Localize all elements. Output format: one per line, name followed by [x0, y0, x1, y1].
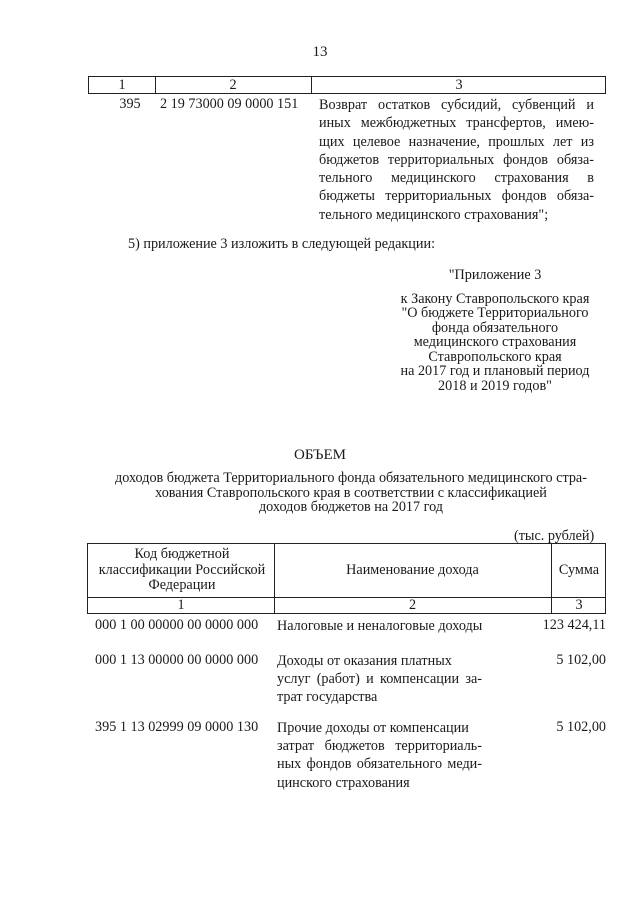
- row-amount: 5 102,00: [556, 652, 606, 668]
- text-line: тельного медицинского страхования в: [319, 170, 594, 187]
- header-amount: Сумма: [558, 561, 600, 578]
- appendix-title: "Приложение 3: [448, 267, 542, 283]
- text-line: на 2017 год и плановый период: [400, 363, 590, 379]
- row-code: 000 1 00 00000 00 0000 000: [95, 617, 259, 633]
- income-table-header: [87, 543, 606, 614]
- text-line: 2018 и 2019 годов": [438, 377, 552, 394]
- units-label: (тыс. рублей): [514, 528, 595, 544]
- row-amount: 123 424,11: [542, 617, 606, 633]
- col-number-2: 2: [408, 597, 417, 613]
- text-line: иных межбюджетных трансфертов, имею-: [319, 115, 594, 132]
- text-line: услуг (работ) и компенсации за-: [277, 671, 482, 688]
- text-line: тельного медицинского страхования";: [319, 206, 549, 223]
- row-code: 000 1 13 00000 00 0000 000: [95, 652, 259, 668]
- text-line: к Закону Ставропольского края: [400, 290, 590, 307]
- col-number-3: 3: [455, 77, 463, 93]
- text-line: Ставропольского края: [428, 348, 562, 365]
- section-subtitle: [95, 471, 607, 515]
- page-number: 13: [312, 44, 328, 60]
- text-line: трат государства: [277, 689, 378, 706]
- text-line: "О бюджете Территориального: [401, 305, 589, 321]
- section-title: ОБЪЕМ: [294, 447, 346, 463]
- text-line: бюджетов территориальных фондов обяза-: [319, 151, 594, 168]
- row-name: [277, 719, 482, 792]
- row-name: [277, 652, 482, 707]
- appendix-reference: [380, 268, 610, 393]
- text-line: ных фондов обязательного меди-: [277, 756, 482, 773]
- row-amount: 5 102,00: [556, 719, 606, 735]
- text-line: медицинского страхования: [413, 334, 577, 350]
- text-line: Доходы от оказания платных: [277, 653, 452, 669]
- text-line: доходов бюджетов на 2017 год: [258, 499, 444, 515]
- text-line: щих целевое назначение, прошлых лет из: [319, 133, 594, 150]
- budget-code: 2 19 73000 09 0000 151: [160, 96, 299, 112]
- col-number-1: 1: [177, 597, 185, 613]
- text-line: цинского страхования: [277, 774, 410, 791]
- col-number-1: 1: [118, 77, 126, 93]
- text-line: бюджеты территориальных фондов обяза-: [319, 188, 594, 205]
- text-line: доходов бюджета Территориального фонда обязательного медицинского стра-: [115, 470, 587, 486]
- text-line: Прочие доходы от компенсации: [277, 720, 469, 736]
- income-name: [319, 96, 594, 224]
- row-name: [277, 617, 482, 635]
- text-line: фонда обязательного: [431, 319, 559, 336]
- header-name: Наименование дохода: [346, 561, 479, 578]
- row-code: 395 1 13 02999 09 0000 130: [95, 719, 259, 735]
- text-line: затрат бюджетов территориаль-: [277, 738, 482, 755]
- header-code: Код бюджетной классификации Российской Федерации: [98, 546, 266, 594]
- col-number-3: 3: [575, 597, 583, 613]
- text-line: Возврат остатков субсидий, субвенций и: [319, 97, 594, 113]
- text-line: Налоговые и неналоговые доходы: [277, 618, 483, 634]
- text-line: хования Ставропольского края в соответствии с классификацией: [155, 484, 547, 501]
- admin-code: 395: [119, 96, 141, 112]
- amendment-item: 5) приложение 3 изложить в следующей редакции:: [128, 236, 436, 252]
- continuation-table-header: [88, 76, 606, 94]
- col-number-2: 2: [229, 77, 237, 93]
